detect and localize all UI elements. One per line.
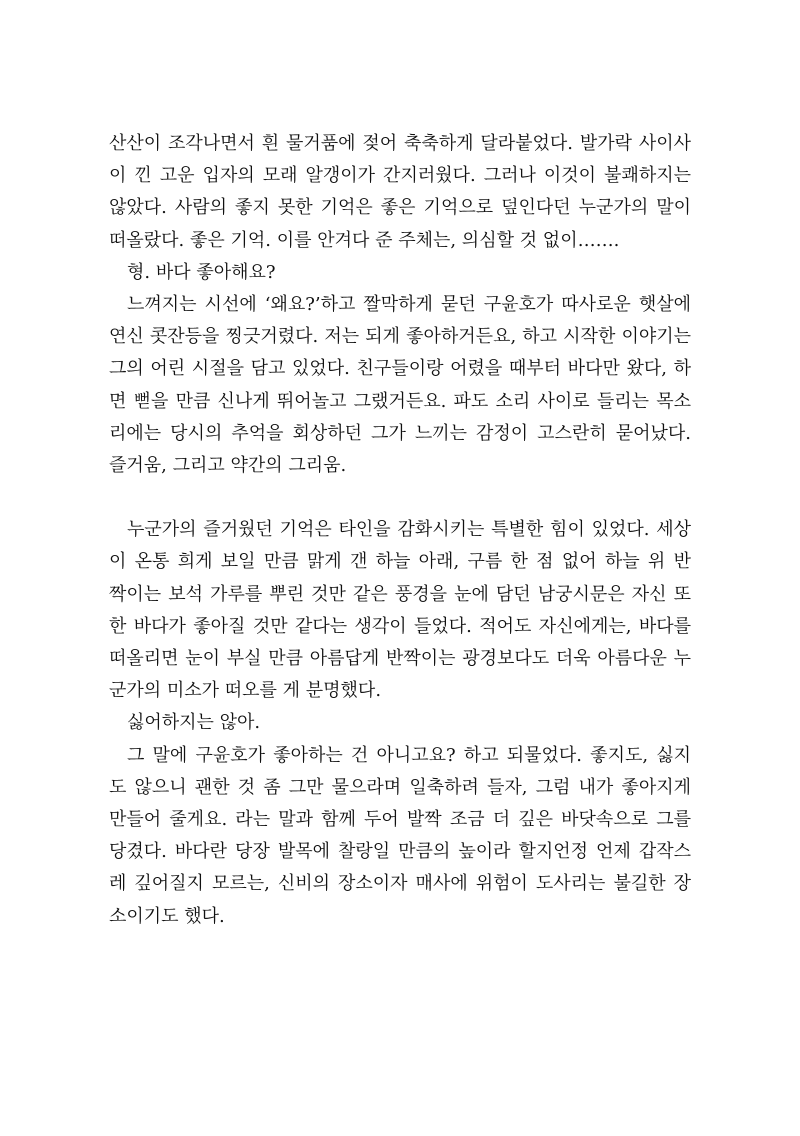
- text-line: 떠올랐다. 좋은 기억. 이를 안겨다 준 주체는, 의심할 것 없이…….: [109, 229, 620, 251]
- text-line: 그의 어린 시절을 담고 있었다. 친구들이랑 어렸을 때부터 바다만 왔다, 하: [109, 358, 691, 380]
- text-line: 누군가의 즐거웠던 기억은 타인을 감화시키는 특별한 힘이 있었다. 세상: [127, 519, 691, 541]
- document-body: [109, 128, 691, 933]
- text-line: 소이기도 했다.: [109, 905, 225, 927]
- paragraph: [109, 289, 691, 482]
- text-line: 군가의 미소가 떠오를 게 분명했다.: [109, 680, 382, 702]
- text-line: 짝이는 보석 가루를 뿌린 것만 같은 풍경을 눈에 담던 남궁시문은 자신 또: [109, 583, 691, 605]
- text-line: 한 바다가 좋아질 것만 같다는 생각이 들었다. 적어도 자신에게는, 바다를: [109, 615, 691, 637]
- paragraph: [109, 740, 691, 933]
- text-line: 떠올리면 눈이 부실 만큼 아름답게 반짝이는 광경보다도 더욱 아름다운 누: [109, 648, 691, 669]
- text-line: 도 않으니 괜한 것 좀 그만 물으라며 일축하려 들자, 그럼 내가 좋아지게: [109, 776, 691, 798]
- paragraph: [109, 128, 691, 257]
- text-line: 당겼다. 바다란 당장 발목에 찰랑일 만큼의 높이라 할지언정 언제 갑작스: [109, 841, 691, 863]
- text-line: 형. 바다 좋아해요?: [127, 261, 276, 283]
- text-line: 느껴지는 시선에 ‘왜요?’하고 짤막하게 묻던 구윤호가 따사로운 햇살에: [127, 293, 691, 315]
- text-line: 그 말에 구윤호가 좋아하는 건 아니고요? 하고 되물었다. 좋지도, 싫지: [127, 744, 691, 766]
- text-line: 면 뻗을 만큼 신나게 뛰어놀고 그랬거든요. 파도 소리 사이로 들리는 목소: [109, 390, 691, 412]
- text-line: 즐거움, 그리고 약간의 그리움.: [109, 454, 347, 476]
- text-line: 싫어하지는 않아.: [127, 712, 261, 734]
- paragraph-gap: [109, 482, 691, 514]
- paragraph: [109, 707, 691, 739]
- paragraph: [109, 257, 691, 289]
- text-line: 이 낀 고운 입자의 모래 알갱이가 간지러웠다. 그러나 이것이 불쾌하지는: [109, 165, 691, 187]
- paragraph: [109, 514, 691, 707]
- text-line: 이 온통 희게 보일 만큼 맑게 갠 하늘 아래, 구름 한 점 없어 하늘 위 반: [109, 551, 691, 573]
- text-line: 않았다. 사람의 좋지 못한 기억은 좋은 기억으로 덮인다던 누군가의 말이: [109, 197, 691, 219]
- text-line: 리에는 당시의 추억을 회상하던 그가 느끼는 감정이 고스란히 묻어났다.: [109, 422, 691, 444]
- text-line: 만들어 줄게요. 라는 말과 함께 두어 발짝 조금 더 깊은 바닷속으로 그를: [109, 808, 691, 830]
- text-line: 레 깊어질지 모르는, 신비의 장소이자 매사에 위험이 도사리는 불길한 장: [109, 873, 691, 895]
- text-line: 산산이 조각나면서 흰 물거품에 젖어 축축하게 달라붙었다. 발가락 사이사: [109, 133, 691, 154]
- text-line: 연신 콧잔등을 찡긋거렸다. 저는 되게 좋아하거든요, 하고 시작한 이야기는: [109, 326, 691, 348]
